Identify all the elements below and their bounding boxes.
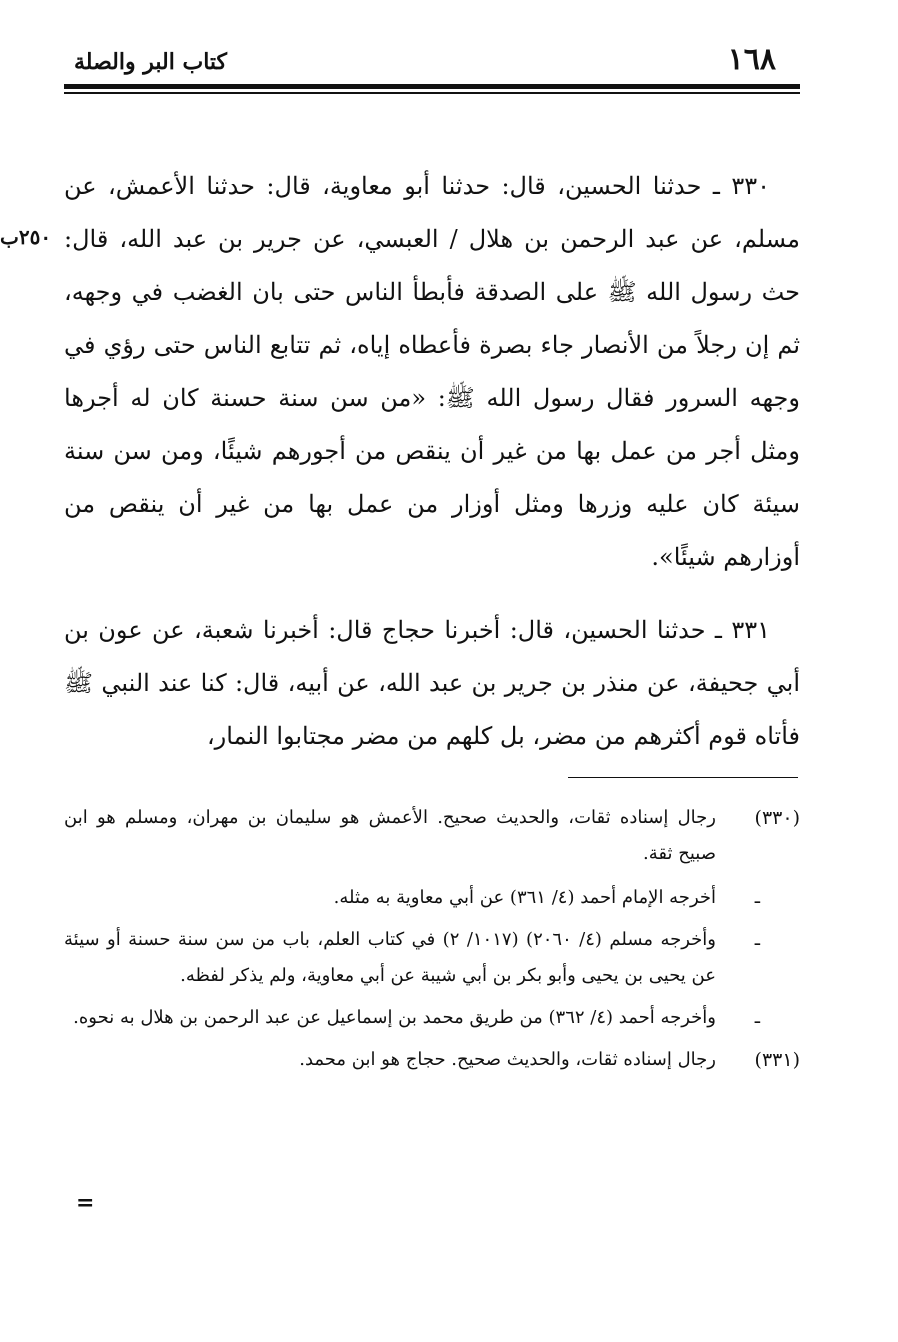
footnotes bbox=[64, 800, 800, 1086]
footnote-separator bbox=[568, 777, 798, 778]
footnote-subitem bbox=[64, 1000, 800, 1036]
footnote-subitem bbox=[64, 922, 800, 994]
hadith-number: ٣٣٠ bbox=[731, 172, 770, 200]
footnote-subitem-text: وأخرجه مسلم (٤/ ٢٠٦٠) (١٠١٧/ ٢) في كتاب العلم، باب من سن سنة حسنة أو سيئة عن يحيى بن يحيى وأبو بكر بن أبي شيبة عن أبي معاوية، ولم يذكر لفظه. bbox=[64, 929, 716, 986]
footnote-number: (٣٣٠) bbox=[754, 807, 800, 829]
continuation-mark: = bbox=[76, 1190, 95, 1216]
footnote bbox=[64, 800, 800, 872]
manuscript-folio-marker: ٢٥٠ب bbox=[0, 225, 52, 249]
hadith-paragraph bbox=[64, 604, 800, 763]
header-rule-thin bbox=[64, 92, 800, 94]
footnote-subitem-text: أخرجه الإمام أحمد (٤/ ٣٦١) عن أبي معاوية به مثله. bbox=[333, 887, 716, 908]
hadith-text: ـ حدثنا الحسين، قال: أخبرنا حجاج قال: أخبرنا شعبة، عن عون بن أبي جحيفة، عن منذر بن جرير بن عبد الله، عن أبيه، قال: كنا عند النبي ﷺ فأتاه قوم أكثرهم من مضر، بل كلهم من مضر مجتابوا النمار، bbox=[64, 616, 800, 750]
header-rule-thick bbox=[64, 84, 800, 89]
footnote-number: (٣٣١) bbox=[754, 1049, 800, 1071]
footnote-dash: ـ bbox=[754, 1007, 760, 1028]
footnote-dash: ـ bbox=[754, 929, 760, 950]
page-header bbox=[64, 40, 800, 80]
hadith-number: ٣٣١ bbox=[731, 616, 770, 644]
hadith-text: ـ حدثنا الحسين، قال: حدثنا أبو معاوية، قال: حدثنا الأعمش، عن مسلم، عن عبد الرحمن بن هلال / العبسي، عن جرير بن عبد الله، قال: حث رسول الله ﷺ على الصدقة فأبطأ الناس حتى بان الغضب في وجهه، ثم إن رجلاً من الأنصار جاء بصرة فأعطاه إياه، ثم تتابع الناس حتى رؤي في وجهه السرور فقال رسول الله ﷺ: «من سن سنة حسنة كان له أجرها ومثل أجر من عمل بها من غير أن ينقص من أجورهم شيئًا، ومن سن سنة سيئة كان عليه وزرها ومثل أوزار من عمل بها من غير أن ينقص من أوزارهم شيئًا». bbox=[64, 172, 801, 571]
footnote-text: رجال إسناده ثقات، والحديث صحيح. الأعمش هو سليمان بن مهران، ومسلم هو ابن صبيح ثقة. bbox=[64, 807, 716, 864]
footnote bbox=[64, 1042, 800, 1078]
main-text bbox=[64, 160, 800, 777]
hadith-paragraph bbox=[64, 160, 800, 584]
page-number: ١٦٨ bbox=[727, 42, 776, 77]
book-title: كتاب البر والصلة bbox=[74, 49, 228, 75]
footnote-subitem bbox=[64, 880, 800, 916]
footnote-dash: ـ bbox=[754, 887, 760, 908]
footnote-text: رجال إسناده ثقات، والحديث صحيح. حجاج هو ابن محمد. bbox=[299, 1049, 716, 1070]
footnote-subitem-text: وأخرجه أحمد (٤/ ٣٦٢) من طريق محمد بن إسماعيل عن عبد الرحمن بن هلال به نحوه. bbox=[73, 1007, 716, 1028]
